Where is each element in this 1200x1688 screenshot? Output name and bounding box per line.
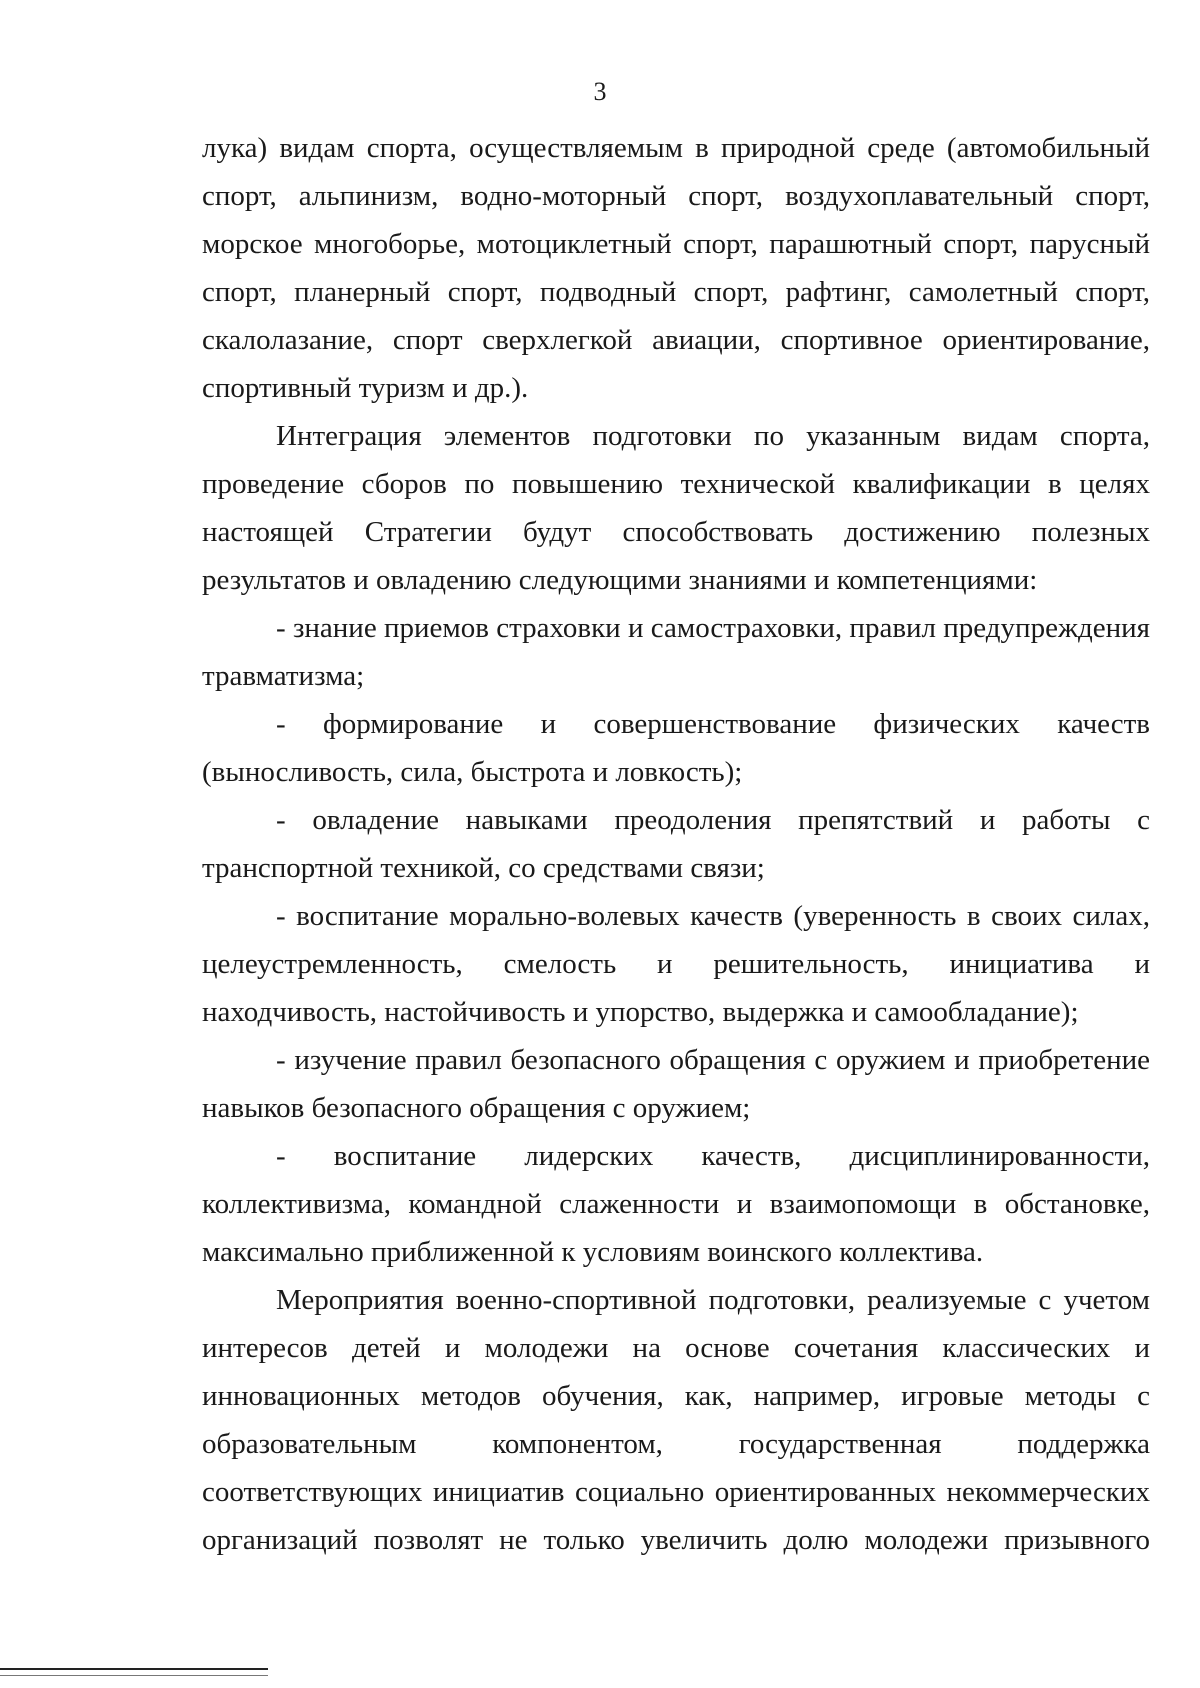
footer-rule-secondary — [0, 1675, 268, 1676]
page-number: 3 — [593, 77, 607, 106]
list-item-safety: - знание приемов страховки и самостраховки, правил предупреждения травматизма; — [202, 612, 1150, 692]
paragraph-sports-list: лука) видам спорта, осуществляемым в природной среде (автомобильный спорт, альпинизм, водно-моторный спорт, воздухоплавательный спорт, морское многоборье, мотоциклетный спорт, парашютный спорт, парусный спорт, планерный спорт, подводный спорт, рафтинг, самолетный спорт, скалолазание, спорт сверхлегкой авиации, спортивное ориентирование, спортивный туризм и др.). — [202, 132, 1150, 404]
list-item-moral: - воспитание морально-волевых качеств (уверенность в своих силах, целеустремленность, смелость и решительность, инициатива и находчивость, настойчивость и упорство, выдержка и самообладание); — [202, 900, 1150, 1028]
document-body — [202, 124, 1150, 1564]
paragraph-integration: Интеграция элементов подготовки по указанным видам спорта, проведение сборов по повышению технической квалификации в целях настоящей Стратегии будут способствовать достижению полезных результатов и овладению следующими знаниями и компетенциями: — [202, 420, 1150, 596]
list-item-obstacles: - овладение навыками преодоления препятствий и работы с транспортной техникой, со средствами связи; — [202, 804, 1150, 884]
list-item-weapons: - изучение правил безопасного обращения с оружием и приобретение навыков безопасного обращения с оружием; — [202, 1044, 1150, 1124]
list-item-physical: - формирование и совершенствование физических качеств (выносливость, сила, быстрота и ловкость); — [202, 708, 1150, 788]
footer-rule — [0, 1668, 268, 1670]
paragraph-events: Мероприятия военно-спортивной подготовки, реализуемые с учетом интересов детей и молодежи на основе сочетания классических и инновационных методов обучения, как, например, игровые методы с образовательным компонентом, государственная поддержка соответствующих инициатив социально ориентированных некоммерческих организаций позволят не только увеличить долю молодежи призывного — [202, 1284, 1150, 1556]
list-item-leadership: - воспитание лидерских качеств, дисциплинированности, коллективизма, командной слаженности и взаимопомощи в обстановке, максимально приближенной к условиям воинского коллектива. — [202, 1140, 1150, 1268]
